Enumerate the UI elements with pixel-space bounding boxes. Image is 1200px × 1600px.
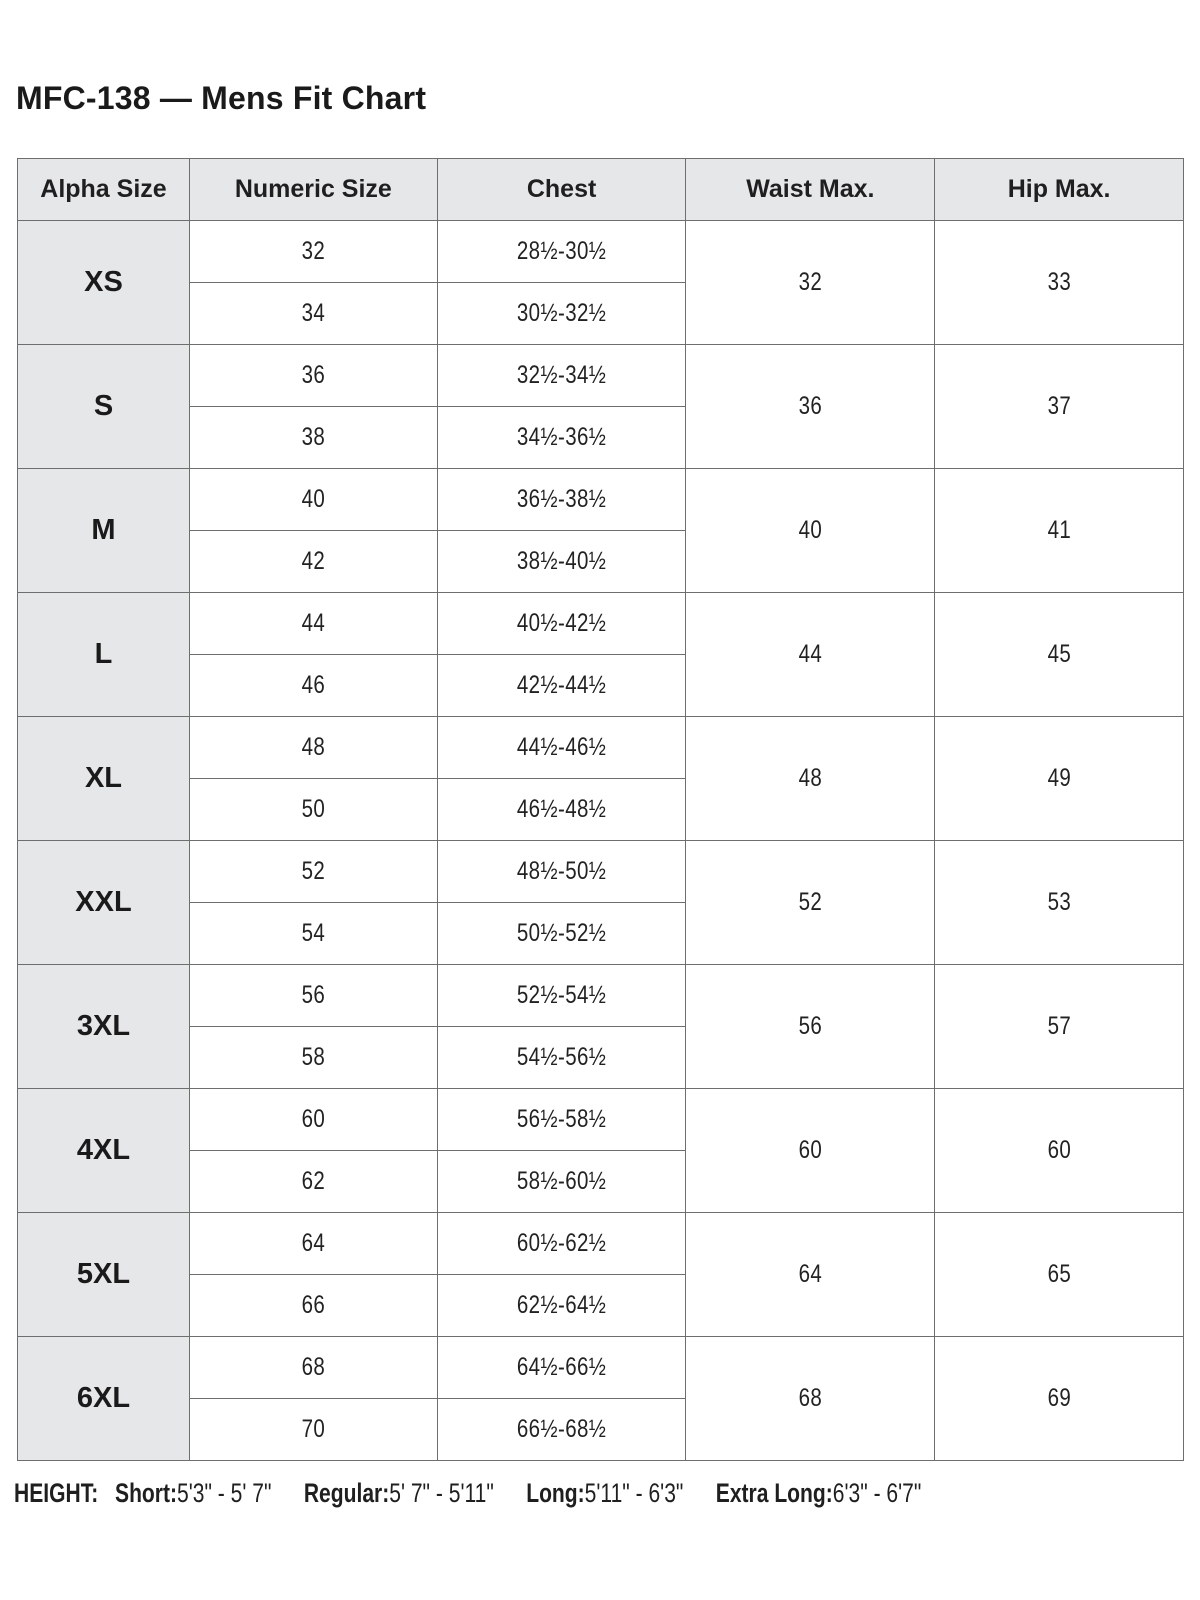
hip-max-cell — [935, 345, 1184, 469]
chest-value: 28½-30½ — [516, 237, 607, 265]
waist-max-value: 60 — [798, 1136, 823, 1164]
waist-max-value: 36 — [798, 392, 823, 420]
alpha-size-cell: 5XL — [18, 1213, 190, 1337]
chest-value: 36½-38½ — [516, 485, 607, 513]
waist-max-cell — [686, 469, 935, 593]
numeric-size-value: 54 — [301, 919, 326, 947]
waist-max-cell — [686, 1337, 935, 1461]
height-regular-range: 5' 7" - 5'11" — [389, 1478, 494, 1508]
hip-max-value: 65 — [1047, 1260, 1071, 1288]
numeric-size-value: 36 — [301, 361, 326, 389]
header-waist-max: Waist Max. — [686, 159, 935, 221]
chest-value: 34½-36½ — [516, 423, 607, 451]
waist-max-value: 32 — [798, 268, 823, 296]
chest-cell — [437, 655, 686, 717]
hip-max-cell — [935, 593, 1184, 717]
chest-cell — [437, 407, 686, 469]
alpha-size-cell: XL — [18, 717, 190, 841]
alpha-size-cell: 6XL — [18, 1337, 190, 1461]
numeric-size-cell — [189, 221, 437, 283]
numeric-size-value: 32 — [301, 237, 326, 265]
numeric-size-value: 56 — [301, 981, 326, 1009]
header-chest: Chest — [437, 159, 686, 221]
hip-max-value: 33 — [1047, 268, 1071, 296]
table-row — [18, 965, 1184, 1027]
height-extra-long-label: Extra Long: — [715, 1478, 833, 1508]
chest-cell — [437, 1089, 686, 1151]
numeric-size-cell — [189, 965, 437, 1027]
chest-cell — [437, 1151, 686, 1213]
chest-cell — [437, 221, 686, 283]
waist-max-value: 64 — [798, 1260, 823, 1288]
numeric-size-value: 48 — [301, 733, 326, 761]
height-regular-label: Regular: — [303, 1478, 390, 1508]
hip-max-cell — [935, 717, 1184, 841]
waist-max-cell — [686, 1089, 935, 1213]
chest-cell — [437, 345, 686, 407]
numeric-size-cell — [189, 593, 437, 655]
numeric-size-value: 50 — [301, 795, 326, 823]
chest-value: 58½-60½ — [516, 1167, 607, 1195]
waist-max-value: 52 — [798, 888, 823, 916]
chest-value: 50½-52½ — [516, 919, 607, 947]
alpha-size-cell: XS — [18, 221, 190, 345]
table-row — [18, 1089, 1184, 1151]
numeric-size-cell — [189, 1213, 437, 1275]
waist-max-cell — [686, 841, 935, 965]
height-long-label: Long: — [526, 1478, 585, 1508]
chest-cell — [437, 1337, 686, 1399]
waist-max-cell — [686, 1213, 935, 1337]
waist-max-value: 56 — [798, 1012, 823, 1040]
numeric-size-value: 64 — [301, 1229, 326, 1257]
chest-value: 42½-44½ — [516, 671, 607, 699]
numeric-size-value: 66 — [301, 1291, 326, 1319]
numeric-size-value: 44 — [301, 609, 326, 637]
numeric-size-cell — [189, 469, 437, 531]
hip-max-value: 69 — [1047, 1384, 1071, 1412]
hip-max-cell — [935, 221, 1184, 345]
page-title: MFC-138 — Mens Fit Chart — [16, 80, 427, 116]
chest-value: 66½-68½ — [516, 1415, 607, 1443]
waist-max-value: 48 — [798, 764, 823, 792]
numeric-size-value: 40 — [301, 485, 326, 513]
height-short-range: 5'3" - 5' 7" — [177, 1478, 272, 1508]
alpha-size-cell: 4XL — [18, 1089, 190, 1213]
hip-max-value: 37 — [1047, 392, 1071, 420]
waist-max-cell — [686, 593, 935, 717]
waist-max-value: 44 — [798, 640, 823, 668]
chest-cell — [437, 965, 686, 1027]
numeric-size-cell — [189, 779, 437, 841]
chest-cell — [437, 1027, 686, 1089]
height-extra-long-range: 6'3" - 6'7" — [832, 1478, 922, 1508]
chest-cell — [437, 1399, 686, 1461]
alpha-size-cell: L — [18, 593, 190, 717]
waist-max-cell — [686, 345, 935, 469]
chest-cell — [437, 717, 686, 779]
numeric-size-cell — [189, 1027, 437, 1089]
chest-cell — [437, 283, 686, 345]
chest-value: 48½-50½ — [516, 857, 607, 885]
chest-value: 64½-66½ — [516, 1353, 607, 1381]
numeric-size-value: 46 — [301, 671, 326, 699]
waist-max-value: 40 — [798, 516, 823, 544]
numeric-size-value: 34 — [301, 299, 326, 327]
chest-value: 46½-48½ — [516, 795, 607, 823]
hip-max-value: 45 — [1047, 640, 1071, 668]
header-row — [18, 159, 1184, 221]
chest-value: 44½-46½ — [516, 733, 607, 761]
table-row — [18, 345, 1184, 407]
hip-max-value: 49 — [1047, 764, 1071, 792]
height-short-label: Short: — [115, 1478, 178, 1508]
chest-value: 54½-56½ — [516, 1043, 607, 1071]
waist-max-cell — [686, 717, 935, 841]
numeric-size-cell — [189, 655, 437, 717]
table-row — [18, 1337, 1184, 1399]
numeric-size-value: 60 — [301, 1105, 326, 1133]
table-header — [18, 159, 1184, 221]
hip-max-cell — [935, 965, 1184, 1089]
waist-max-cell — [686, 965, 935, 1089]
table-row — [18, 1213, 1184, 1275]
chest-value: 30½-32½ — [516, 299, 607, 327]
table-row — [18, 717, 1184, 779]
numeric-size-value: 68 — [301, 1353, 326, 1381]
hip-max-value: 57 — [1047, 1012, 1071, 1040]
numeric-size-cell — [189, 407, 437, 469]
hip-max-value: 41 — [1047, 516, 1071, 544]
table-row — [18, 469, 1184, 531]
chest-value: 38½-40½ — [516, 547, 607, 575]
chest-value: 60½-62½ — [516, 1229, 607, 1257]
numeric-size-value: 62 — [301, 1167, 326, 1195]
fit-chart-table — [17, 158, 1184, 1461]
numeric-size-cell — [189, 1337, 437, 1399]
table-row — [18, 593, 1184, 655]
numeric-size-value: 38 — [301, 423, 326, 451]
table-row — [18, 221, 1184, 283]
hip-max-value: 60 — [1047, 1136, 1071, 1164]
hip-max-cell — [935, 1089, 1184, 1213]
alpha-size-cell: XXL — [18, 841, 190, 965]
numeric-size-cell — [189, 717, 437, 779]
hip-max-cell — [935, 469, 1184, 593]
hip-max-cell — [935, 841, 1184, 965]
chest-cell — [437, 469, 686, 531]
chest-cell — [437, 779, 686, 841]
chest-cell — [437, 1213, 686, 1275]
waist-max-value: 68 — [798, 1384, 823, 1412]
header-numeric-size: Numeric Size — [189, 159, 437, 221]
chest-value: 32½-34½ — [516, 361, 607, 389]
hip-max-value: 53 — [1047, 888, 1071, 916]
chest-cell — [437, 593, 686, 655]
chest-value: 62½-64½ — [516, 1291, 607, 1319]
chest-cell — [437, 531, 686, 593]
numeric-size-cell — [189, 283, 437, 345]
numeric-size-value: 52 — [301, 857, 326, 885]
numeric-size-cell — [189, 1399, 437, 1461]
table-body — [18, 221, 1184, 1461]
header-alpha-size: Alpha Size — [18, 159, 190, 221]
waist-max-cell — [686, 221, 935, 345]
numeric-size-cell — [189, 1151, 437, 1213]
alpha-size-cell: 3XL — [18, 965, 190, 1089]
numeric-size-cell — [189, 841, 437, 903]
numeric-size-value: 58 — [301, 1043, 326, 1071]
chest-value: 56½-58½ — [516, 1105, 607, 1133]
table-row — [18, 841, 1184, 903]
numeric-size-cell — [189, 1089, 437, 1151]
hip-max-cell — [935, 1213, 1184, 1337]
chest-cell — [437, 841, 686, 903]
hip-max-cell — [935, 1337, 1184, 1461]
numeric-size-cell — [189, 345, 437, 407]
height-label: HEIGHT: — [14, 1478, 99, 1508]
numeric-size-cell — [189, 531, 437, 593]
chest-cell — [437, 1275, 686, 1337]
chest-value: 40½-42½ — [516, 609, 607, 637]
height-long-range: 5'11" - 6'3" — [584, 1478, 684, 1508]
height-footer — [14, 1478, 921, 1509]
alpha-size-cell: M — [18, 469, 190, 593]
alpha-size-cell: S — [18, 345, 190, 469]
numeric-size-cell — [189, 903, 437, 965]
numeric-size-cell — [189, 1275, 437, 1337]
numeric-size-value: 42 — [301, 547, 326, 575]
header-hip-max: Hip Max. — [935, 159, 1184, 221]
chest-value: 52½-54½ — [516, 981, 607, 1009]
numeric-size-value: 70 — [301, 1415, 326, 1443]
chest-cell — [437, 903, 686, 965]
